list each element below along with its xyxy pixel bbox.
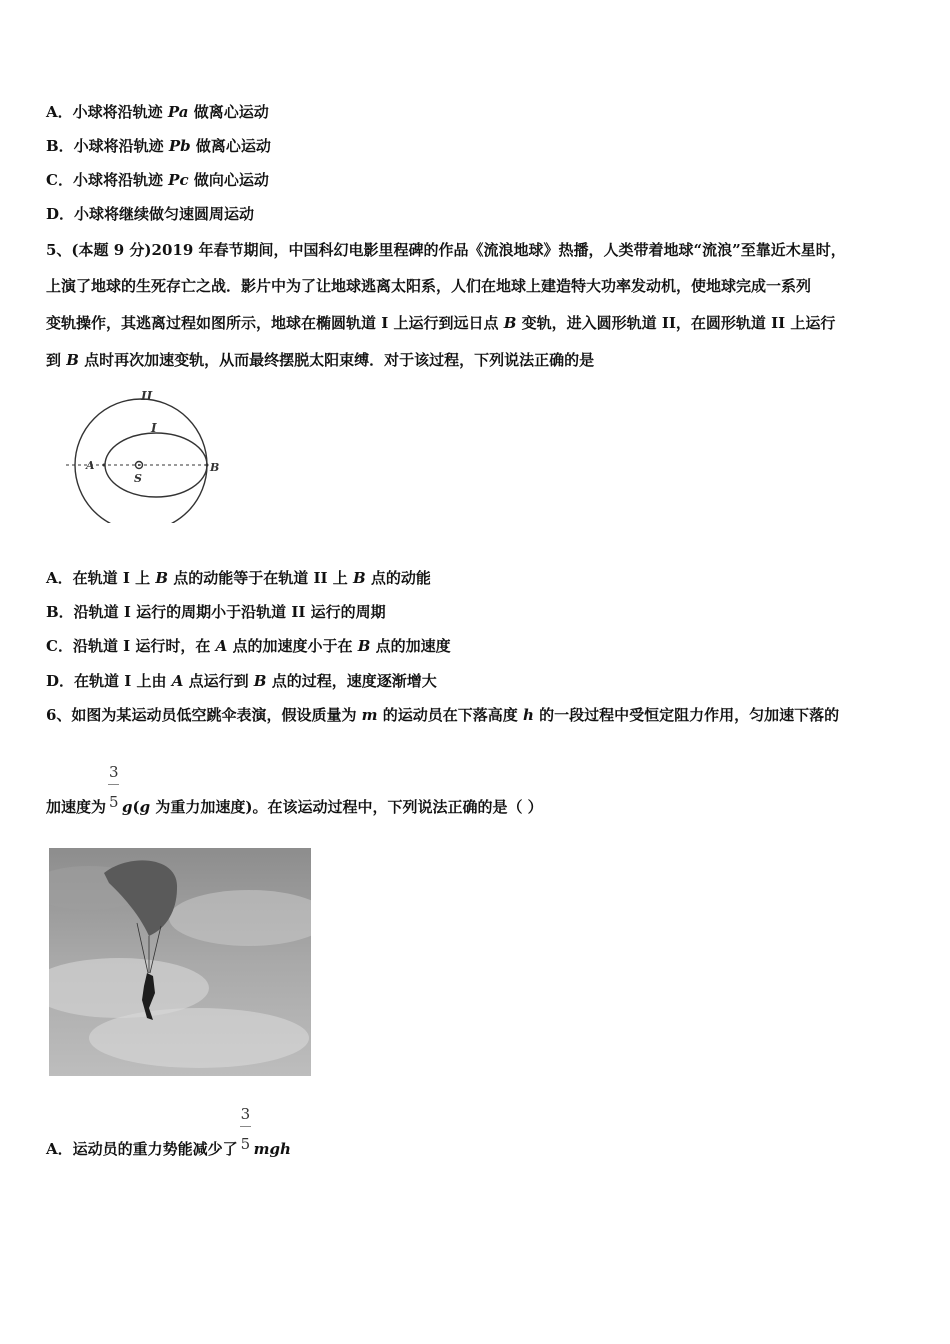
q5-option-c: C．沿轨道 I 运行时，在 A 点的加速度小于在 B 点的加速度 xyxy=(46,637,451,655)
skydiver-photo xyxy=(49,848,311,1076)
q5-stem-line1: 5、(本题 9 分)2019 年春节期间，中国科幻电影里程碑的作品《流浪地球》热播，人类带着地球“流浪”至靠近木星时， xyxy=(46,241,846,259)
label-sun-s: S xyxy=(134,472,142,485)
point-a-marker xyxy=(103,464,106,467)
q4-option-d: D．小球将继续做匀速圆周运动 xyxy=(46,205,255,223)
q4-option-b: B．小球将沿轨迹 Pb 做离心运动 xyxy=(46,137,271,155)
photo-cloud xyxy=(89,1008,309,1068)
q5-option-d: D．在轨道 I 上由 A 点运行到 B 点的过程，速度逐渐增大 xyxy=(46,672,437,690)
q4-option-c: C．小球将沿轨迹 Pc 做向心运动 xyxy=(46,171,269,189)
orbit-diagram xyxy=(46,388,226,523)
q6-option-a: A．运动员的重力势能减少了 $\frac{3}{5}$ mgh xyxy=(46,1105,291,1158)
sun-center xyxy=(138,464,140,466)
q6-stem-line2: 加速度为 $\frac{3}{5}$ g(g 为重力加速度)。在该运动过程中，下列说法正确的是（ ） xyxy=(46,763,543,816)
point-b-marker xyxy=(206,464,209,467)
q4-option-a: A．小球将沿轨迹 Pa 做离心运动 xyxy=(46,103,269,121)
fraction-three-fifths: $\frac{3}{5}$ xyxy=(240,1105,251,1153)
q5-stem-line4: 到 B 点时再次加速变轨，从而最终摆脱太阳束缚．对于该过程，下列说法正确的是 xyxy=(46,351,595,369)
q5-stem-line2: 上演了地球的生死存亡之战．影片中为了让地球逃离太阳系，人们在地球上建造特大功率发动机，使地球完成一系列 xyxy=(46,277,812,295)
label-point-b: B xyxy=(210,461,220,474)
q6-stem-line1: 6、如图为某运动员低空跳伞表演，假设质量为 m 的运动员在下落高度 h 的一段过程中受恒定阻力作用，匀加速下落的 xyxy=(46,706,840,724)
fraction-three-fifths: $\frac{3}{5}$ xyxy=(109,763,119,811)
q5-option-a: A．在轨道 I 上 B 点的动能等于在轨道 II 上 B 点的动能 xyxy=(46,569,431,587)
q5-stem-line3: 变轨操作，其逃离过程如图所示，地球在椭圆轨道 I 上运行到远日点 B 变轨，进入圆形轨道 II，在圆形轨道 II 上运行 xyxy=(46,314,836,332)
label-orbit-i: I xyxy=(151,421,157,435)
label-orbit-ii: II xyxy=(141,389,153,403)
orbit-circle-ii xyxy=(75,399,207,523)
q5-option-b: B．沿轨道 I 运行的周期小于沿轨道 II 运行的周期 xyxy=(46,603,386,621)
label-point-a: A xyxy=(86,459,95,472)
